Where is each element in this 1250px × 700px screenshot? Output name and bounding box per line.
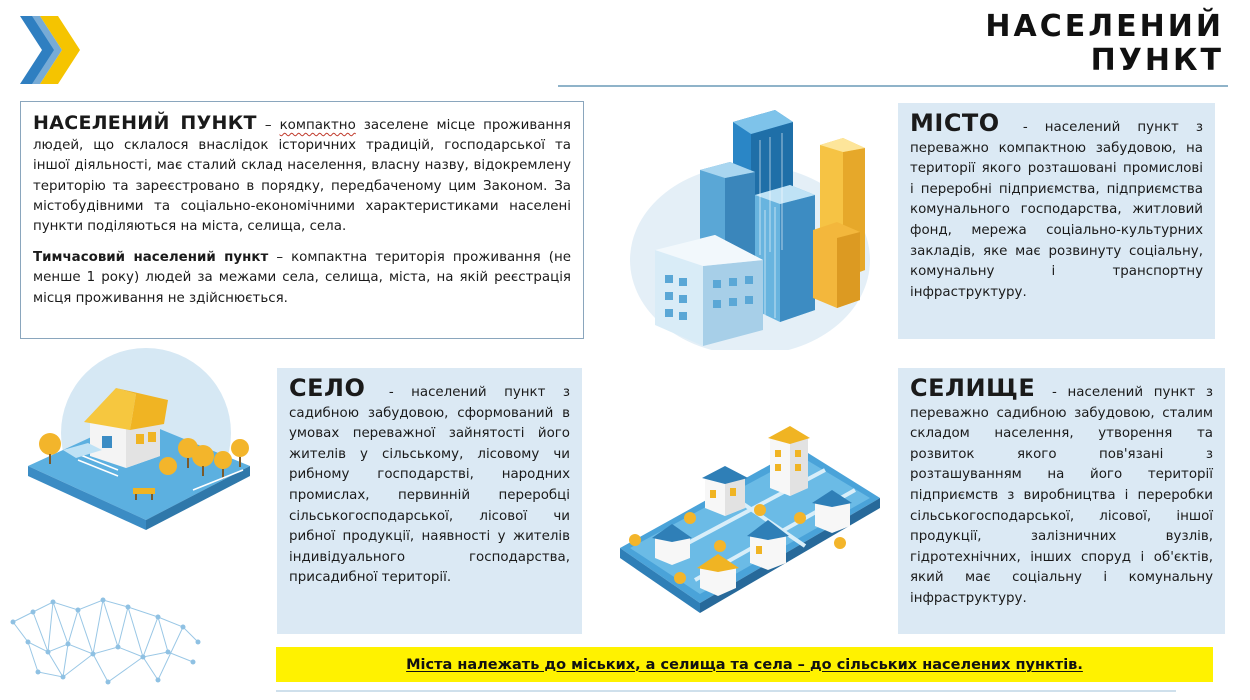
page-title xyxy=(985,10,1224,78)
town-illustration xyxy=(600,418,890,618)
settlement-text: - населений пункт з переважно садибною забудовою, сталим складом населення, утворення та розвиток якого пов'язані з розташуванням на його території підприємств з виробництва і переробки сільськогосподарської, лісової, іншої продукції, залізничних вузлів, гідротехнічних, інших споруд і об'єктів, який має соціальну і комунальну інфраструктуру. xyxy=(910,385,1213,606)
temporary-settlement-text: – компактна територія проживання (не менше 1 року) людей за межами села, селища, міста, на якій реєстрація місця проживання не здійснюється. xyxy=(33,250,572,306)
definition-paragraph xyxy=(33,113,571,237)
definition-term: НАСЕЛЕНИЙ ПУНКТ xyxy=(33,112,257,134)
village-heading: СЕЛО xyxy=(289,374,366,402)
title-divider xyxy=(558,85,1228,87)
bottom-divider xyxy=(276,690,1176,692)
definition-compact-word: компактно xyxy=(279,118,356,133)
city-text: - населений пункт з переважно компактною забудовою, на території якого розташовані промислові і переробні підприємства, підприємства комунального господарства, житловий фонд, мережа соціально-культурних закладів, яке має розвинуту соціальну, комунальну і транспортну інфраструктуру. xyxy=(910,120,1203,300)
village-house-illustration xyxy=(18,348,268,538)
definition-box xyxy=(20,101,584,339)
network-map-decoration-icon xyxy=(8,582,203,694)
definition-dash: – xyxy=(256,118,280,133)
temporary-settlement-term: Тимчасовий населений пункт xyxy=(33,250,269,266)
city-panel xyxy=(898,103,1215,339)
summary-banner-text: Міста належать до міських, а селища та села – до сільських населених пунктів. xyxy=(406,656,1083,673)
page-title-line1: НАСЕЛЕНИЙ xyxy=(985,9,1224,44)
summary-banner xyxy=(276,647,1213,682)
village-panel xyxy=(277,368,582,634)
city-paragraph xyxy=(910,109,1203,303)
village-text: - населений пункт з садибною забудовою, сформований в умовах переважної зайнятості його жителів у сільському, лісовому чи рибному господарстві, народних промислах, первинній переробці сільськогосподарської, лісової чи рибної продукції, наявності у жителів індивідуального господарства, присадибної території. xyxy=(289,385,570,586)
chevron-logo-icon xyxy=(18,14,84,86)
settlement-panel xyxy=(898,368,1225,634)
city-buildings-illustration xyxy=(615,100,885,350)
settlement-paragraph xyxy=(910,374,1213,610)
definition-text: заселене місце проживання людей, що склалося внаслідок історичних традицій, господарської та іншої діяльності, має сталий склад населення, власну назву, відокремлену територію та зареєстровано в порядку, передбаченому цим Законом. За містобудівними та соціально-економічними характеристиками населені пункти поділяються на міста, селища, села. xyxy=(33,118,571,235)
temporary-settlement-paragraph xyxy=(33,248,571,309)
village-paragraph xyxy=(289,374,570,589)
page-title-line2: ПУНКТ xyxy=(1090,43,1224,78)
city-heading: МІСТО xyxy=(910,109,1000,137)
settlement-heading: СЕЛИЩЕ xyxy=(910,374,1036,402)
